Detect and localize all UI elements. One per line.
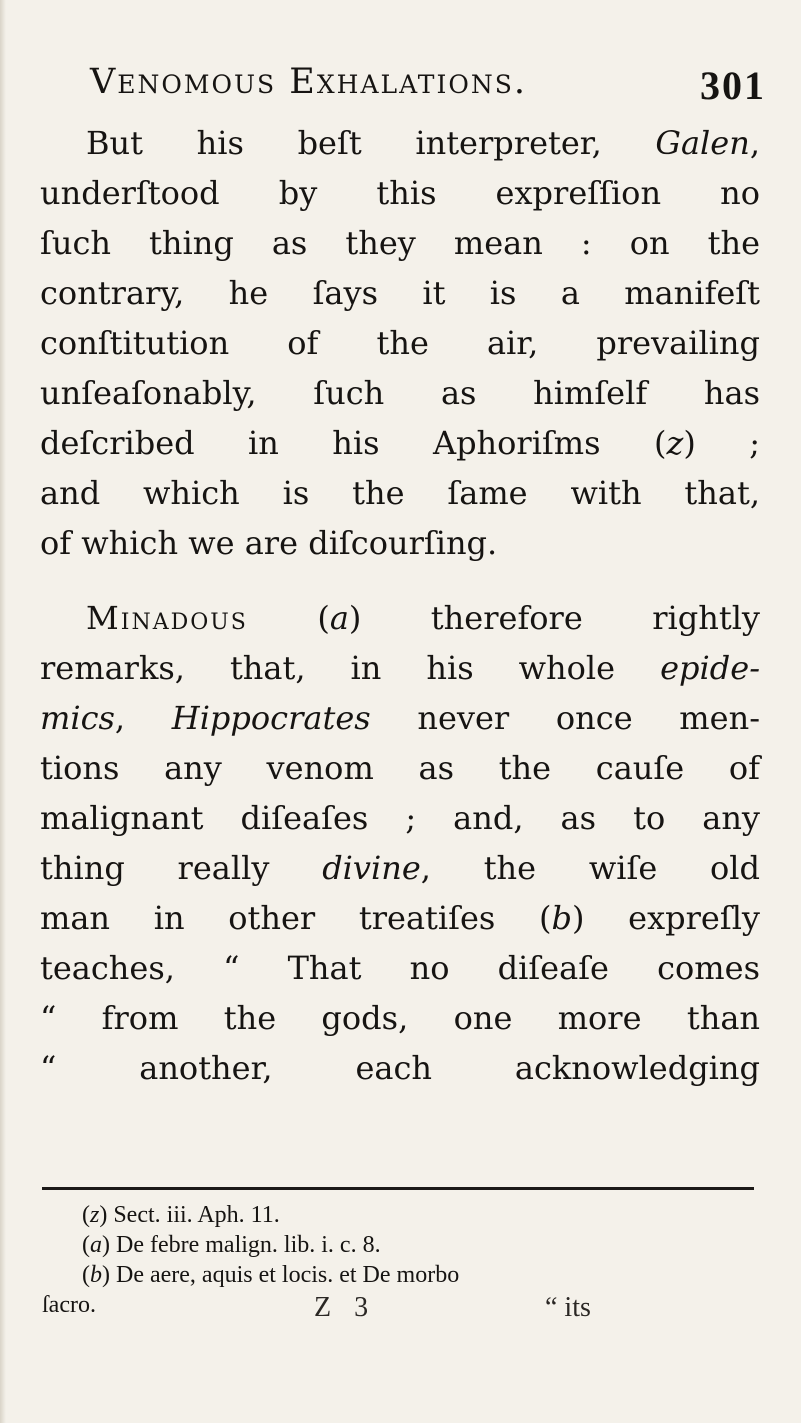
footnote: (a) De febre malign. lib. i. c. 8. xyxy=(82,1232,381,1258)
text-line: But his beſt interpreter, Galen, xyxy=(86,124,760,162)
catchword: “ its xyxy=(545,1292,591,1323)
text-line: remarks, that, in his whole epide- xyxy=(40,649,760,687)
footnote: (b) De aere, aquis et locis. et De morbo xyxy=(82,1262,460,1288)
text-line: mics, Hippocrates never once men- xyxy=(40,699,761,737)
running-title: Venomous Exhalations. xyxy=(90,62,527,102)
footnote: (z) Sect. iii. Aph. 11. xyxy=(82,1202,280,1228)
running-header xyxy=(90,62,790,112)
text-line: ſuch thing as they mean : on the xyxy=(40,224,760,262)
text-line: teaches, “ That no diſeaſe comes xyxy=(40,949,760,987)
text-line: contrary, he ſays it is a manifeſt xyxy=(40,274,760,312)
text-line: tions any venom as the cauſe of xyxy=(40,749,760,787)
text-line: deſcribed in his Aphoriſms (z) ; xyxy=(40,424,761,462)
text-line: unſeaſonably, ſuch as himſelf has xyxy=(40,374,760,412)
text-line: “ another, each acknowledging xyxy=(40,1049,760,1087)
text-line: conſtitution of the air, prevailing xyxy=(40,324,760,362)
text-line: “ from the gods, one more than xyxy=(40,999,760,1037)
binding-edge xyxy=(0,0,6,1423)
text-line: of which we are diſcourſing. xyxy=(40,524,498,562)
text-line: man in other treatiſes (b) expreſly xyxy=(40,899,761,937)
page-number: 301 xyxy=(700,63,766,108)
text-line: Minadous (a) therefore rightly xyxy=(86,599,761,637)
text-line: underſtood by this expreſſion no xyxy=(40,174,760,212)
text-line: and which is the ſame with that, xyxy=(40,474,760,512)
text-line: thing really divine, the wiſe old xyxy=(40,849,761,887)
page-footer xyxy=(0,1292,801,1332)
footnote-rule xyxy=(42,1187,754,1190)
signature-mark: Z 3 xyxy=(314,1292,377,1323)
footnote-continuation: ſacro. xyxy=(42,1292,96,1318)
text-line: malignant diſeaſes ; and, as to any xyxy=(40,799,760,837)
